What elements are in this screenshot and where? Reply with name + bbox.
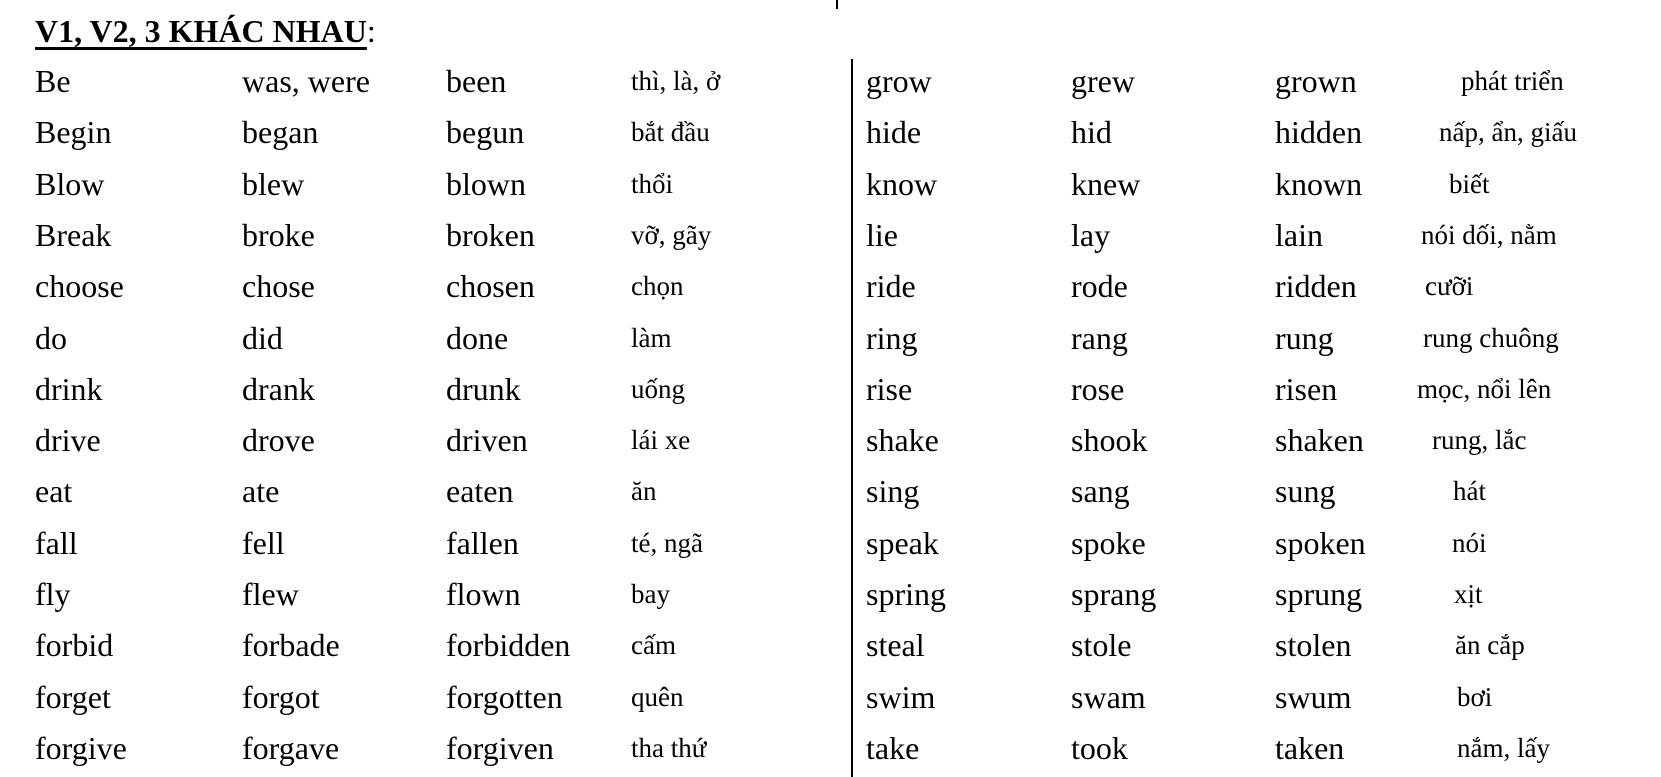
verb-v3-cell: rung: [1275, 319, 1334, 356]
verb-row-right: [0, 261, 1661, 312]
meaning-cell: vỡ, gãy: [631, 219, 712, 250]
meaning-cell: rung chuông: [1423, 322, 1559, 353]
verb-v3-cell: flown: [446, 576, 521, 612]
verb-v1-cell: take: [866, 729, 920, 766]
verb-v2-cell: drank: [242, 370, 315, 407]
meaning-cell: quên: [631, 681, 684, 712]
verb-v3-cell: forbidden: [446, 627, 571, 664]
meaning-cell: cấm: [631, 630, 676, 661]
verb-row-right: [0, 672, 1661, 723]
verb-v2-cell: knew: [1071, 165, 1141, 202]
verb-row-right: [0, 518, 1661, 569]
meaning-cell: biết: [1449, 168, 1490, 199]
verb-v2-cell: spoke: [1071, 524, 1146, 561]
meaning-cell: cưỡi: [1425, 271, 1474, 302]
verb-v3-cell: sung: [1275, 473, 1336, 510]
verb-v1-cell: rise: [866, 370, 913, 407]
meaning-cell: ăn cắp: [1455, 630, 1525, 661]
verb-v3-cell: fallen: [446, 524, 519, 561]
verb-v3-cell: forgotten: [446, 678, 563, 715]
verb-v1-cell: speak: [866, 524, 939, 561]
verb-v1-cell: Be: [35, 63, 71, 99]
verb-v2-cell: lay: [1071, 216, 1111, 253]
verb-v2-cell: sang: [1071, 473, 1130, 510]
verb-row-right: [0, 569, 1661, 620]
verb-v3-cell: been: [446, 63, 507, 99]
meaning-cell: tha thứ: [631, 732, 707, 763]
meaning-cell: uống: [631, 373, 685, 404]
meaning-cell: lái xe: [631, 425, 691, 456]
verb-v3-cell: shaken: [1275, 422, 1364, 459]
meaning-cell: chọn: [631, 271, 684, 302]
verb-v3-cell: lain: [1275, 216, 1323, 253]
verb-v1-cell: ring: [866, 319, 918, 356]
meaning-cell: làm: [631, 322, 672, 353]
verb-v2-cell: rang: [1071, 319, 1128, 356]
verb-v3-cell: blown: [446, 165, 526, 202]
heading-colon: :: [366, 13, 376, 49]
verb-v2-cell: stole: [1071, 627, 1132, 664]
verb-v3-cell: forgiven: [446, 729, 554, 766]
verb-v3-cell: stolen: [1275, 627, 1352, 664]
verb-v3-cell: sprung: [1275, 576, 1363, 612]
verb-row-right: [0, 56, 1661, 107]
verb-v1-cell: Begin: [35, 114, 112, 151]
verb-v1-cell: eat: [35, 473, 73, 510]
meaning-cell: mọc, nổi lên: [1417, 373, 1552, 404]
verb-v2-cell: flew: [242, 576, 299, 612]
verb-v2-cell: rose: [1071, 370, 1125, 407]
verb-v3-cell: grown: [1275, 63, 1357, 99]
verb-v2-cell: drove: [242, 422, 315, 459]
verb-v2-cell: began: [242, 114, 319, 151]
verb-row-right: [0, 466, 1661, 517]
verb-v1-cell: Blow: [35, 165, 105, 202]
verb-v2-cell: swam: [1071, 678, 1146, 715]
verb-v1-cell: ride: [866, 268, 916, 305]
verb-row-right: [0, 415, 1661, 466]
verb-v1-cell: spring: [866, 576, 946, 612]
verb-v3-cell: eaten: [446, 473, 514, 510]
meaning-cell: bay: [631, 579, 670, 609]
heading-title: V1, V2, 3 KHÁC NHAU: [35, 13, 367, 49]
verb-v3-cell: drunk: [446, 370, 521, 407]
verb-v1-cell: know: [866, 165, 938, 202]
verb-v3-cell: hidden: [1275, 114, 1363, 151]
meaning-cell: bơi: [1457, 681, 1493, 712]
verb-v1-cell: grow: [866, 63, 932, 99]
verb-v1-cell: swim: [866, 678, 936, 715]
meaning-cell: phát triển: [1461, 66, 1564, 96]
meaning-cell: ăn: [631, 476, 657, 507]
verb-v2-cell: did: [242, 319, 283, 356]
meaning-cell: nấp, ẩn, giấu: [1439, 117, 1577, 148]
meaning-cell: thổi: [631, 168, 674, 199]
verb-v1-cell: fall: [35, 524, 78, 561]
verb-v1-cell: drink: [35, 370, 103, 407]
verb-v2-cell: fell: [242, 524, 285, 561]
verb-v2-cell: chose: [242, 268, 315, 305]
verb-v2-cell: broke: [242, 216, 315, 253]
verb-v2-cell: took: [1071, 729, 1128, 766]
verb-row-right: [0, 723, 1661, 774]
verb-v2-cell: ate: [242, 473, 280, 510]
verb-v2-cell: hid: [1071, 114, 1112, 151]
verb-v3-cell: begun: [446, 114, 525, 151]
verb-row-right: [0, 159, 1661, 210]
verb-v1-cell: forbid: [35, 627, 114, 664]
verb-v2-cell: rode: [1071, 268, 1128, 305]
verb-v2-cell: forgot: [242, 678, 320, 715]
verb-row-right: [0, 313, 1661, 364]
verb-v2-cell: grew: [1071, 63, 1135, 99]
verb-v3-cell: taken: [1275, 729, 1345, 766]
verb-v1-cell: do: [35, 319, 67, 356]
verb-v3-cell: known: [1275, 165, 1363, 202]
verb-v2-cell: shook: [1071, 422, 1148, 459]
verb-v1-cell: choose: [35, 268, 124, 305]
verb-v1-cell: shake: [866, 422, 939, 459]
verb-v3-cell: done: [446, 319, 509, 356]
verb-v1-cell: fly: [35, 576, 71, 612]
verb-v3-cell: chosen: [446, 268, 535, 305]
verb-v1-cell: Break: [35, 216, 112, 253]
verb-v3-cell: driven: [446, 422, 528, 459]
verb-v2-cell: forbade: [242, 627, 340, 664]
meaning-cell: nắm, lấy: [1457, 732, 1550, 763]
verb-v1-cell: steal: [866, 627, 925, 664]
verb-v3-cell: broken: [446, 216, 535, 253]
verb-row-right: [0, 620, 1661, 671]
meaning-cell: té, ngã: [631, 527, 703, 558]
verb-v1-cell: drive: [35, 422, 101, 459]
meaning-cell: nói: [1452, 527, 1487, 558]
verb-v2-cell: sprang: [1071, 576, 1157, 612]
verb-v3-cell: swum: [1275, 678, 1352, 715]
verb-v3-cell: spoken: [1275, 524, 1366, 561]
verb-v2-cell: blew: [242, 165, 305, 202]
meaning-cell: nói dối, nằm: [1421, 219, 1557, 250]
verb-v1-cell: sing: [866, 473, 920, 510]
meaning-cell: thì, là, ở: [631, 66, 721, 96]
meaning-cell: bắt đầu: [631, 117, 710, 148]
verb-v2-cell: forgave: [242, 729, 340, 766]
verb-row-right: [0, 364, 1661, 415]
verb-v1-cell: forget: [35, 678, 111, 715]
verb-v1-cell: lie: [866, 216, 898, 253]
verb-row-right: [0, 210, 1661, 261]
verb-row-right: [0, 107, 1661, 158]
verb-v2-cell: was, were: [242, 63, 370, 99]
verb-v1-cell: hide: [866, 114, 922, 151]
verb-v3-cell: risen: [1275, 370, 1338, 407]
meaning-cell: xịt: [1454, 579, 1483, 609]
meaning-cell: hát: [1453, 476, 1486, 507]
verb-v1-cell: forgive: [35, 729, 127, 766]
verb-v3-cell: ridden: [1275, 268, 1357, 305]
meaning-cell: rung, lắc: [1432, 425, 1527, 456]
